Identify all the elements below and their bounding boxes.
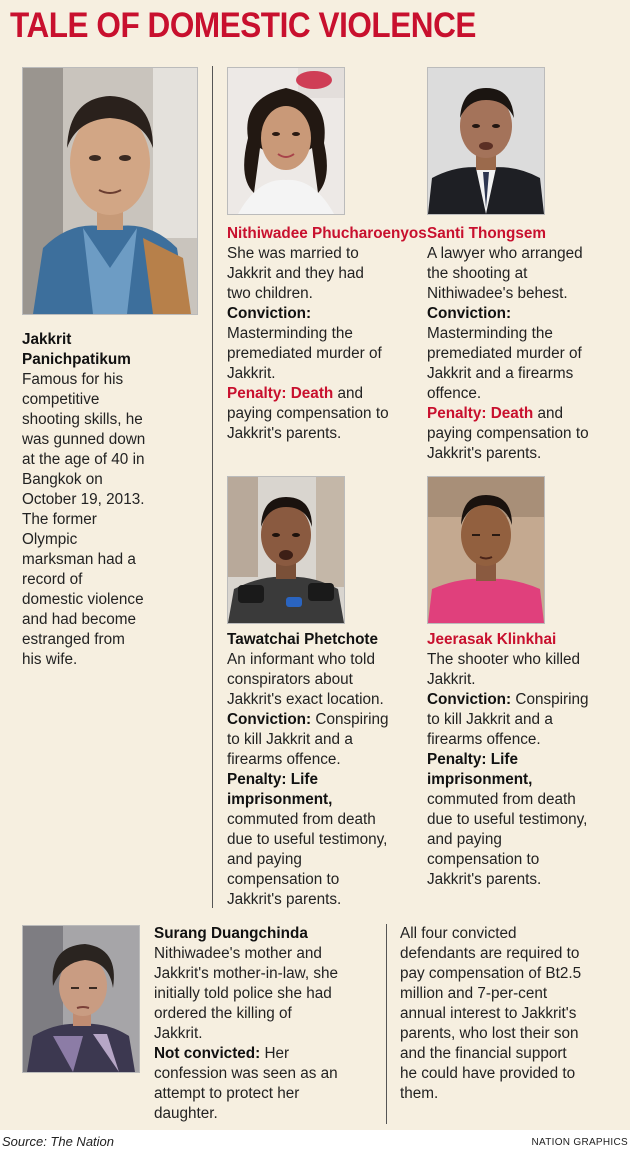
nithiwadee-penalty-1: paying compensation to xyxy=(227,405,389,422)
tawatchai-conviction-2: firearms offence. xyxy=(227,751,341,768)
santi-penalty-1: paying compensation to xyxy=(427,425,589,442)
summary-1: All four convicted xyxy=(400,925,517,942)
jeerasak-penalty-4: compensation to xyxy=(427,851,540,868)
surang-desc-5: Jakkrit. xyxy=(154,1025,203,1042)
nithiwadee-desc-2: Jakkrit and they had xyxy=(227,265,364,282)
tawatchai-desc-1: An informant who told xyxy=(227,651,375,668)
photo-jakkrit xyxy=(22,67,198,315)
santi-conviction-1: Masterminding the xyxy=(427,325,553,342)
photo-tawatchai xyxy=(227,476,345,624)
nithiwadee-penalty-2: Jakkrit's parents. xyxy=(227,425,342,442)
surang-not-line xyxy=(154,1044,384,1064)
jeerasak-conviction-label: Conviction: xyxy=(427,691,512,708)
jakkrit-bio-13: and had become xyxy=(22,611,136,628)
jeerasak-penalty-5: Jakkrit's parents. xyxy=(427,871,542,888)
jeerasak-penalty-label-1: Penalty: Life xyxy=(427,751,518,768)
summary-9: them. xyxy=(400,1085,439,1102)
jeerasak-conviction-line xyxy=(427,690,627,710)
jakkrit-bio-10: marksman had a xyxy=(22,551,136,568)
jakkrit-bio-4: was gunned down xyxy=(22,431,146,448)
jeerasak-desc-1: The shooter who killed xyxy=(427,651,581,668)
surang-desc-3: initially told police she had xyxy=(154,985,332,1002)
surang-desc-1: Nithiwadee's mother and xyxy=(154,945,322,962)
nithiwadee-name: Nithiwadee Phucharoenyos xyxy=(227,225,427,242)
nithiwadee-penalty-label: Penalty: Death xyxy=(227,385,334,402)
tawatchai-name: Tawatchai Phetchote xyxy=(227,631,379,648)
jeerasak-name: Jeerasak Klinkhai xyxy=(427,631,557,648)
summary-block xyxy=(400,924,626,1104)
santi-desc-3: Nithiwadee's behest. xyxy=(427,285,568,302)
tawatchai-penalty-1: commuted from death xyxy=(227,811,376,828)
surang-not-2: attempt to protect her xyxy=(154,1085,300,1102)
santi-penalty-rest: and xyxy=(533,405,564,422)
tawatchai-penalty-2: due to useful testimony, xyxy=(227,831,388,848)
summary-6: parents, who lost their son xyxy=(400,1025,579,1042)
jakkrit-bio-15: his wife. xyxy=(22,651,78,668)
nithiwadee-desc-1: She was married to xyxy=(227,245,359,262)
nithiwadee-penalty-line xyxy=(227,384,427,404)
nithiwadee-conviction-1: Masterminding the xyxy=(227,325,353,342)
santi-conviction-3: Jakkrit and a firearms xyxy=(427,365,574,382)
santi-penalty-line xyxy=(427,404,627,424)
tawatchai-conviction-first: Conspiring xyxy=(311,711,389,728)
jeerasak-conviction-1: to kill Jakkrit and a xyxy=(427,711,553,728)
surang-not-first: Her xyxy=(260,1045,290,1062)
surang-desc-4: ordered the killing of xyxy=(154,1005,292,1022)
jeerasak-penalty-3: and paying xyxy=(427,831,502,848)
bottom-divider xyxy=(386,924,387,1124)
tawatchai-conviction-line xyxy=(227,710,427,730)
graphics-credit: NATION GRAPHICS xyxy=(531,1137,628,1148)
tawatchai-penalty-5: Jakkrit's parents. xyxy=(227,891,342,908)
jakkrit-block xyxy=(22,330,207,670)
santi-penalty-label: Penalty: Death xyxy=(427,405,534,422)
summary-8: he could have provided to xyxy=(400,1065,576,1082)
santi-conviction-label: Conviction: xyxy=(427,305,512,322)
nithiwadee-desc-3: two children. xyxy=(227,285,313,302)
santi-block xyxy=(427,224,627,464)
santi-conviction-2: premediated murder of xyxy=(427,345,582,362)
santi-penalty-2: Jakkrit's parents. xyxy=(427,445,542,462)
jakkrit-bio-7: October 19, 2013. xyxy=(22,491,145,508)
santi-desc-1: A lawyer who arranged xyxy=(427,245,583,262)
nithiwadee-conviction-2: premediated murder of xyxy=(227,345,382,362)
jeerasak-penalty-1: commuted from death xyxy=(427,791,576,808)
jeerasak-block xyxy=(427,630,627,890)
jeerasak-conviction-first: Conspiring xyxy=(511,691,589,708)
jeerasak-penalty-label-2: imprisonment, xyxy=(427,771,533,788)
jeerasak-penalty-2: due to useful testimony, xyxy=(427,811,588,828)
jakkrit-bio-8: The former xyxy=(22,511,97,528)
surang-not-3: daughter. xyxy=(154,1105,218,1122)
tawatchai-block xyxy=(227,630,427,910)
summary-4: million and 7-per-cent xyxy=(400,985,548,1002)
jakkrit-bio-1: Famous for his xyxy=(22,371,124,388)
source-credit: Source: The Nation xyxy=(2,1134,115,1149)
santi-desc-2: the shooting at xyxy=(427,265,528,282)
tawatchai-penalty-label-1: Penalty: Life xyxy=(227,771,318,788)
jakkrit-bio-14: estranged from xyxy=(22,631,125,648)
nithiwadee-conviction-label: Conviction: xyxy=(227,305,312,322)
nithiwadee-conviction-3: Jakkrit. xyxy=(227,365,276,382)
surang-not-1: confession was seen as an xyxy=(154,1065,338,1082)
jakkrit-bio-2: competitive xyxy=(22,391,100,408)
surang-name: Surang Duangchinda xyxy=(154,925,308,942)
jakkrit-bio-12: domestic violence xyxy=(22,591,144,608)
surang-not-label: Not convicted: xyxy=(154,1045,261,1062)
tawatchai-desc-3: Jakkrit's exact location. xyxy=(227,691,384,708)
photo-jeerasak xyxy=(427,476,545,624)
summary-5: annual interest to Jakkrit's xyxy=(400,1005,577,1022)
summary-7: and the financial support xyxy=(400,1045,567,1062)
jakkrit-bio-9: Olympic xyxy=(22,531,78,548)
jakkrit-name-line1: Jakkrit xyxy=(22,331,72,348)
tawatchai-penalty-label-2: imprisonment, xyxy=(227,791,333,808)
jakkrit-bio-3: shooting skills, he xyxy=(22,411,143,428)
jakkrit-bio-11: record of xyxy=(22,571,83,588)
tawatchai-conviction-label: Conviction: xyxy=(227,711,312,728)
jeerasak-conviction-2: firearms offence. xyxy=(427,731,541,748)
nithiwadee-penalty-rest: and xyxy=(333,385,364,402)
summary-3: pay compensation of Bt2.5 xyxy=(400,965,582,982)
nithiwadee-block xyxy=(227,224,427,444)
photo-surang xyxy=(22,925,140,1073)
tawatchai-penalty-4: compensation to xyxy=(227,871,340,888)
surang-desc-2: Jakkrit's mother-in-law, she xyxy=(154,965,338,982)
surang-block xyxy=(154,924,384,1124)
tawatchai-penalty-3: and paying xyxy=(227,851,302,868)
jeerasak-desc-2: Jakkrit. xyxy=(427,671,476,688)
page-title: TALE OF DOMESTIC VIOLENCE xyxy=(10,6,476,45)
column-divider xyxy=(212,66,213,908)
jakkrit-bio-6: Bangkok on xyxy=(22,471,103,488)
photo-santi xyxy=(427,67,545,215)
photo-nithiwadee xyxy=(227,67,345,215)
summary-2: defendants are required to xyxy=(400,945,580,962)
santi-conviction-4: offence. xyxy=(427,385,482,402)
tawatchai-conviction-1: to kill Jakkrit and a xyxy=(227,731,353,748)
tawatchai-desc-2: conspirators about xyxy=(227,671,353,688)
jakkrit-bio-5: at the age of 40 in xyxy=(22,451,145,468)
santi-name: Santi Thongsem xyxy=(427,225,546,242)
jakkrit-name-line2: Panichpatikum xyxy=(22,351,131,368)
